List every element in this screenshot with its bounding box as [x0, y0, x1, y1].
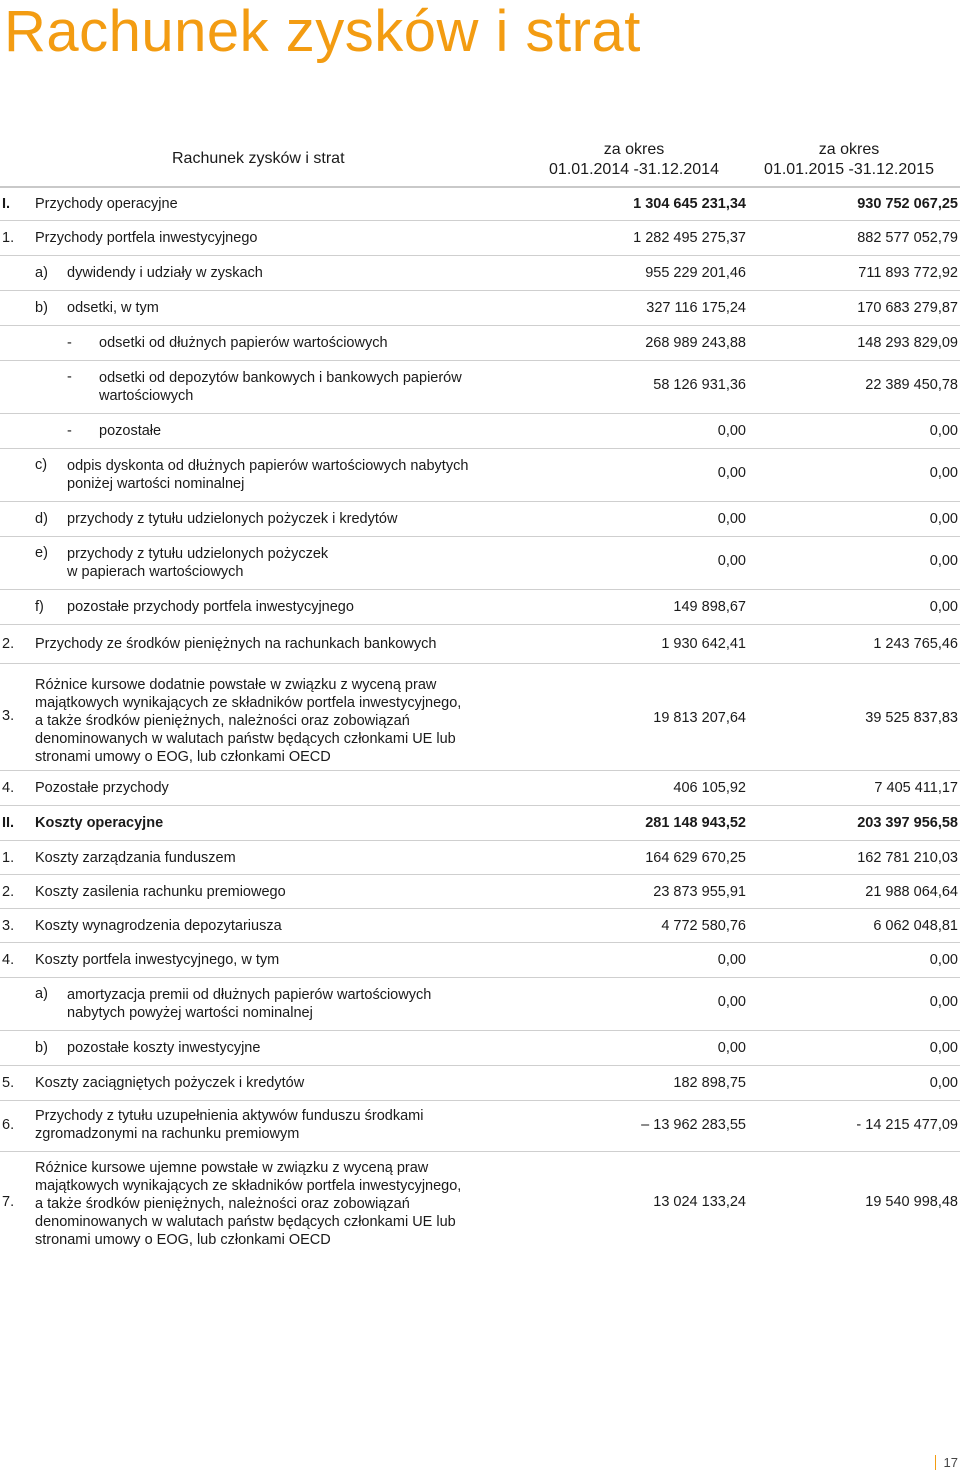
row-value-2014: 182 898,75	[673, 1075, 746, 1091]
table-row	[0, 771, 960, 806]
row-label: Koszty operacyjne	[35, 815, 164, 831]
row-label-line: a także środków pieniężnych, należności oraz zobowiązań	[35, 713, 410, 729]
header-period-2014	[540, 140, 728, 180]
row-label	[67, 545, 328, 581]
row-label	[35, 676, 461, 766]
row-value-2014: 0,00	[717, 465, 746, 481]
row-value-2015: 0,00	[929, 952, 958, 968]
row-label: pozostałe	[99, 423, 162, 439]
row-number: a)	[35, 265, 48, 281]
row-value-2014: 23 873 955,91	[653, 883, 746, 900]
row-label	[67, 457, 468, 493]
row-label-line: Różnice kursowe ujemne powstałe w związku z wyceną praw	[35, 1160, 429, 1176]
row-value-2015: 0,00	[929, 994, 958, 1010]
row-value-2014: 955 229 201,46	[645, 265, 746, 281]
row-value-2015: 930 752 067,25	[857, 196, 958, 212]
row-value-2014: 0,00	[717, 423, 746, 439]
row-value-2015: 21 988 064,64	[865, 883, 958, 900]
row-label-line: majątkowych wynikających ze składników portfela inwestycyjnego,	[35, 1178, 462, 1194]
row-value-2014: 327 116 175,24	[646, 300, 746, 316]
row-value-2015: 148 293 829,09	[857, 335, 958, 351]
row-number: 2.	[2, 883, 15, 900]
row-value-2015: 170 683 279,87	[857, 300, 958, 316]
row-value-2014: 0,00	[717, 994, 746, 1010]
row-value-2015: 0,00	[929, 465, 958, 481]
row-value-2014: 1 282 495 275,37	[633, 230, 746, 246]
row-number: 4.	[2, 780, 15, 796]
header-period-2014-line1: za okres	[603, 141, 665, 158]
row-number: d)	[35, 511, 48, 527]
row-label: odsetki od dłużnych papierów wartościowych	[99, 335, 388, 351]
row-label: Koszty portfela inwestycyjnego, w tym	[35, 952, 280, 968]
row-label: Koszty zasilenia rachunku premiowego	[35, 883, 286, 900]
row-number: 3.	[2, 708, 15, 724]
row-label-line: nabytych powyżej wartości nominalnej	[67, 1005, 313, 1021]
row-value-2014: 19 813 207,64	[653, 710, 746, 726]
row-number: 5.	[2, 1075, 15, 1091]
table-row	[0, 841, 960, 875]
row-value-2015: 882 577 052,79	[857, 230, 958, 246]
table-row	[0, 1066, 960, 1101]
row-value-2015: 162 781 210,03	[857, 849, 958, 866]
header-period-2014-line2: 01.01.2014 -31.12.2014	[549, 161, 719, 178]
table-row	[0, 188, 960, 221]
row-value-2014: 0,00	[717, 511, 746, 527]
row-label-line: Różnice kursowe dodatnie powstałe w związku z wyceną praw	[35, 677, 437, 693]
row-value-2014: 4 772 580,76	[661, 917, 746, 934]
table-row	[0, 943, 960, 978]
row-value-2014: 1 930 642,41	[661, 636, 746, 652]
row-label: Pozostałe przychody	[35, 780, 169, 796]
row-number: 2.	[2, 636, 15, 652]
row-value-2014: – 13 962 283,55	[641, 1117, 746, 1133]
row-label-line: amortyzacja premii od dłużnych papierów wartościowych	[67, 987, 432, 1003]
row-number: 6.	[2, 1117, 15, 1133]
row-value-2014: 0,00	[717, 952, 746, 968]
row-value-2015: 22 389 450,78	[865, 377, 958, 393]
row-value-2014: 13 024 133,24	[653, 1194, 746, 1210]
row-value-2015: 0,00	[929, 1075, 958, 1091]
row-label-line: stronami umowy o EOG, lub członkami OECD	[35, 1232, 331, 1248]
row-value-2014: 268 989 243,88	[645, 335, 746, 351]
row-value-2014: 58 126 931,36	[653, 377, 746, 393]
row-label: odsetki, w tym	[67, 300, 159, 316]
row-value-2015: 6 062 048,81	[873, 917, 958, 934]
row-value-2014: 149 898,67	[673, 599, 746, 615]
row-label	[67, 986, 431, 1022]
table-row	[0, 291, 960, 326]
table-header	[0, 140, 960, 186]
row-value-2015: 0,00	[929, 599, 958, 615]
row-number: 4.	[2, 952, 15, 968]
row-number: I.	[2, 196, 11, 212]
row-label-line: odsetki od depozytów bankowych i bankowych papierów	[99, 370, 462, 386]
row-number: 7.	[2, 1194, 15, 1210]
row-value-2014: 0,00	[717, 1040, 746, 1056]
table-row	[0, 806, 960, 841]
table-row	[0, 625, 960, 664]
row-value-2014: 281 148 943,52	[645, 815, 746, 831]
table-row	[0, 326, 960, 361]
row-label	[35, 1107, 423, 1143]
table-row	[0, 1152, 960, 1256]
row-number: f)	[35, 599, 44, 615]
row-value-2015: - 14 215 477,09	[856, 1117, 958, 1133]
row-value-2015: 711 893 772,92	[858, 265, 958, 281]
row-label-line: poniżej wartości nominalnej	[67, 476, 245, 492]
row-value-2014: 0,00	[717, 553, 746, 569]
row-value-2015: 203 397 956,58	[857, 815, 958, 831]
row-label: Koszty zarządzania funduszem	[35, 849, 236, 866]
header-period-2015	[760, 140, 938, 180]
row-label: Przychody portfela inwestycyjnego	[35, 230, 258, 246]
row-value-2015: 39 525 837,83	[865, 710, 958, 726]
row-label: Koszty wynagrodzenia depozytariusza	[35, 917, 282, 934]
row-number: a)	[35, 986, 48, 1002]
row-label-line: majątkowych wynikających ze składników portfela inwestycyjnego,	[35, 695, 462, 711]
row-value-2015: 7 405 411,17	[874, 780, 958, 796]
row-label-line: wartościowych	[99, 388, 194, 404]
row-value-2014: 164 629 670,25	[645, 849, 746, 866]
row-number: 1.	[2, 849, 15, 866]
row-label	[99, 369, 462, 405]
row-value-2015: 19 540 998,48	[865, 1194, 958, 1210]
header-period-2015-line2: 01.01.2015 -31.12.2015	[764, 161, 934, 178]
row-value-2014: 406 105,92	[673, 780, 746, 796]
row-label-line: Przychody z tytułu uzupełnienia aktywów funduszu środkami	[35, 1108, 424, 1124]
row-label: pozostałe przychody portfela inwestycyjnego	[67, 599, 354, 615]
table-row	[0, 361, 960, 414]
row-label-line: odpis dyskonta od dłużnych papierów wartościowych nabytych	[67, 458, 469, 474]
row-number: b)	[35, 1040, 48, 1056]
row-label-line: stronami umowy o EOG, lub członkami OECD	[35, 749, 331, 765]
row-label	[35, 1159, 461, 1249]
row-label-line: przychody z tytułu udzielonych pożyczek	[67, 546, 329, 562]
table-row	[0, 1101, 960, 1152]
table-row	[0, 909, 960, 943]
header-period-2015-line1: za okres	[818, 141, 880, 158]
row-label-line: a także środków pieniężnych, należności oraz zobowiązań	[35, 1196, 410, 1212]
table-row	[0, 449, 960, 502]
table-row	[0, 1031, 960, 1066]
row-number: e)	[35, 545, 48, 561]
row-value-2015: 0,00	[929, 423, 958, 439]
row-number: c)	[35, 457, 48, 473]
row-number: -	[67, 369, 72, 385]
table-row	[0, 256, 960, 291]
table-row	[0, 414, 960, 449]
row-label: dywidendy i udziały w zyskach	[67, 265, 263, 281]
table-row	[0, 502, 960, 537]
row-value-2015: 0,00	[929, 1040, 958, 1056]
row-number: b)	[35, 300, 48, 316]
row-number: 1.	[2, 230, 15, 246]
row-label: Przychody operacyjne	[35, 196, 178, 212]
table-row	[0, 221, 960, 256]
row-value-2015: 0,00	[929, 511, 958, 527]
table-row	[0, 875, 960, 909]
table-row	[0, 664, 960, 771]
row-label-line: zgromadzonymi na rachunku premiowym	[35, 1126, 300, 1142]
table-row	[0, 537, 960, 590]
row-label-line: w papierach wartościowych	[67, 564, 244, 580]
row-label: Przychody ze środków pieniężnych na rachunkach bankowych	[35, 636, 437, 652]
row-label: przychody z tytułu udzielonych pożyczek i kredytów	[67, 511, 398, 527]
row-number: 3.	[2, 917, 15, 934]
row-label-line: denominowanych w walutach państw będących członkami UE lub	[35, 1214, 456, 1230]
header-label: Rachunek zysków i strat	[172, 150, 345, 167]
row-label: pozostałe koszty inwestycyjne	[67, 1040, 261, 1056]
row-number: -	[67, 335, 72, 351]
page-number: 17	[935, 1455, 958, 1470]
table-row	[0, 590, 960, 625]
row-label-line: denominowanych w walutach państw będących członkami UE lub	[35, 731, 456, 747]
row-value-2014: 1 304 645 231,34	[633, 196, 746, 212]
row-number: -	[67, 423, 72, 439]
page-title: Rachunek zysków i strat	[4, 0, 641, 64]
row-number: II.	[2, 815, 15, 831]
row-value-2015: 0,00	[929, 553, 958, 569]
row-label: Koszty zaciągniętych pożyczek i kredytów	[35, 1075, 305, 1091]
row-value-2015: 1 243 765,46	[873, 636, 958, 652]
table-row	[0, 978, 960, 1031]
